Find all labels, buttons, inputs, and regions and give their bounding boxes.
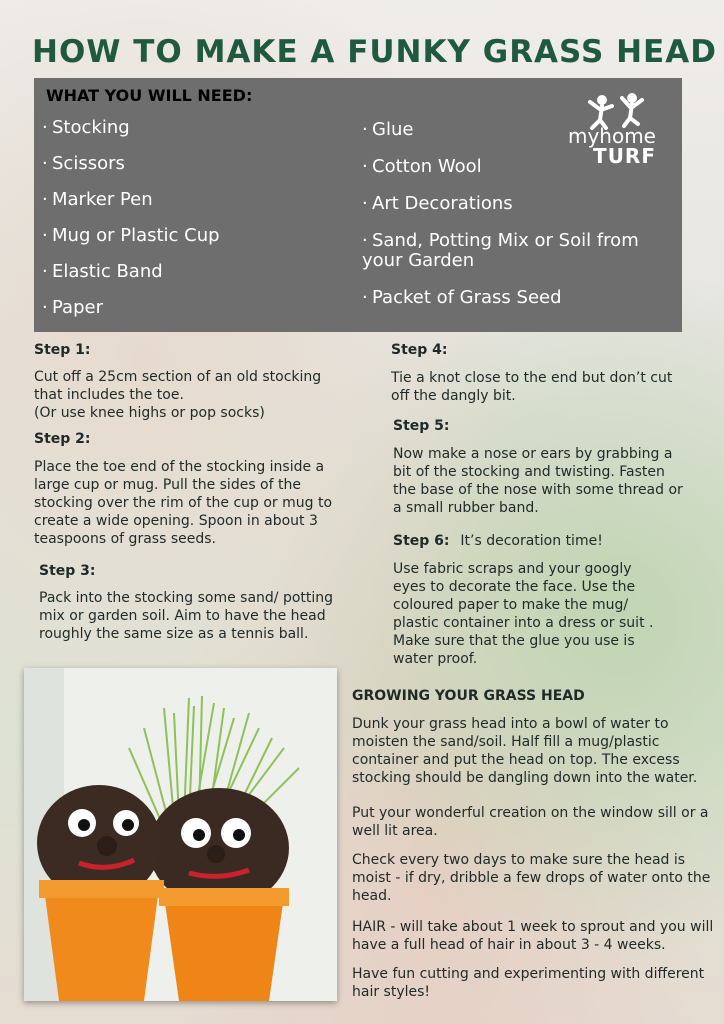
step-3-text: Pack into the stocking some sand/ potting mix or garden soil. Aim to have the head roughly the same size as a tennis ball. (39, 590, 334, 642)
bullet: · (362, 119, 368, 140)
step-6-title: Step 6: (393, 533, 450, 549)
supplies-list-left (42, 118, 342, 334)
step-1-title: Step 1: (34, 342, 91, 358)
step-3-title: Step 3: (39, 563, 96, 579)
bullet: · (362, 193, 368, 214)
step-5-text: Now make a nose or ears by grabbing a bit of the stocking and twisting. Fasten the base of the nose with some thread or a small rubber band. (393, 446, 683, 516)
item-label: Paper (52, 297, 103, 318)
brand-logo (568, 126, 656, 166)
item-label: Glue (372, 119, 414, 140)
step-2-title: Step 2: (34, 431, 91, 447)
step-4-title: Step 4: (391, 342, 448, 358)
step-1-text: Cut off a 25cm section of an old stocking that includes the toe. (Or use knee highs or pop socks) (34, 369, 322, 421)
list-item (42, 118, 342, 138)
grass-heads-illustration (24, 668, 337, 1001)
bullet: · (42, 153, 48, 174)
growing-paragraph-2: Put your wonderful creation on the window sill or a well lit area. (352, 805, 709, 839)
item-label: Scissors (52, 153, 125, 174)
bullet: · (42, 297, 48, 318)
supplies-box (34, 78, 682, 332)
growing-paragraph-4: HAIR - will take about 1 week to sprout and you will have a full head of hair in about 3 - 4 weeks. (352, 919, 714, 953)
step-5-title: Step 5: (393, 418, 450, 434)
list-item (42, 190, 342, 210)
item-label: Sand, Potting Mix or Soil from your Garden (362, 230, 639, 271)
bullet: · (42, 225, 48, 246)
brand-line-1: myhome (567, 124, 656, 148)
growing-heading: GROWING YOUR GRASS HEAD (352, 688, 585, 704)
step-6-heading (393, 533, 603, 549)
list-item (362, 288, 662, 308)
bullet: · (42, 189, 48, 210)
grass-head-photo (24, 668, 337, 1001)
list-item (362, 231, 652, 271)
step-6-text: Use fabric scraps and your googly eyes to decorate the face. Use the coloured paper to make the mug/ plastic container into a dress or suit . Make sure that the glue you use is water proof. (393, 561, 654, 667)
item-label: Marker Pen (52, 189, 153, 210)
bullet: · (42, 261, 48, 282)
item-label: Packet of Grass Seed (372, 287, 562, 308)
bullet: · (42, 117, 48, 138)
supplies-heading: WHAT YOU WILL NEED: (46, 86, 253, 105)
bullet: · (362, 287, 368, 308)
bullet: · (362, 156, 368, 177)
item-label: Art Decorations (372, 193, 513, 214)
step-2-text: Place the toe end of the stocking inside a large cup or mug. Pull the sides of the stocking over the rim of the cup or mug to create a wide opening. Spoon in about 3 teaspoons of grass seeds. (34, 459, 333, 547)
list-item (42, 262, 342, 282)
item-label: Stocking (52, 117, 130, 138)
item-label: Elastic Band (52, 261, 163, 282)
step-4-text: Tie a knot close to the end but don’t cut off the dangly bit. (391, 370, 673, 404)
growing-paragraph-5: Have fun cutting and experimenting with different hair styles! (352, 966, 705, 1000)
list-item (42, 154, 342, 174)
item-label: Cotton Wool (372, 156, 482, 177)
item-label: Mug or Plastic Cup (52, 225, 220, 246)
brand-line-2: TURF (593, 144, 656, 168)
growing-paragraph-1: Dunk your grass head into a bowl of water to moisten the sand/soil. Half fill a mug/plastic container and put the head on top. The excess stocking should be dangling down into the water. (352, 716, 698, 786)
bullet: · (362, 230, 368, 251)
list-item (362, 194, 662, 214)
page-title: HOW TO MAKE A FUNKY GRASS HEAD (32, 34, 717, 70)
list-item (42, 226, 342, 246)
step-6-subtitle: It’s decoration time! (460, 533, 603, 549)
list-item (42, 298, 342, 318)
growing-paragraph-3: Check every two days to make sure the head is moist - if dry, dribble a few drops of water onto the head. (352, 852, 711, 904)
